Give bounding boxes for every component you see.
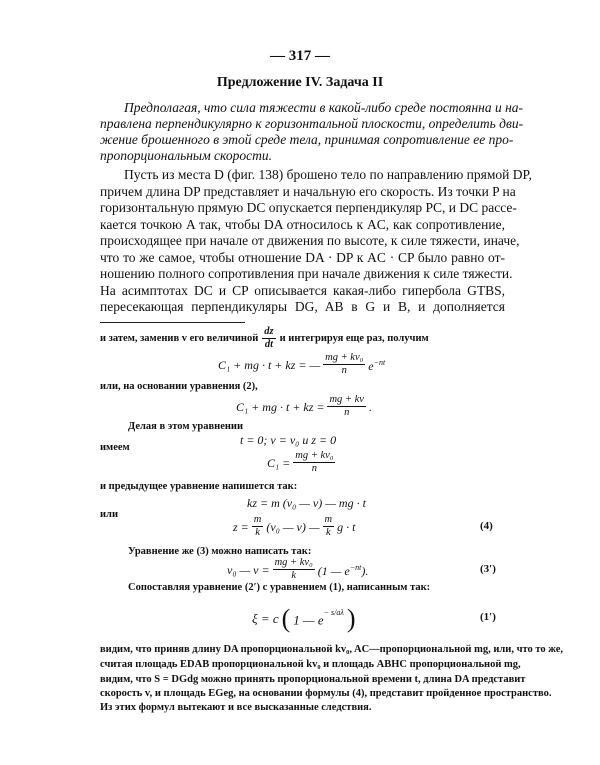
statement-line: жение брошенного в этой среде тела, принимая сопротивление ее про- bbox=[100, 132, 514, 147]
body-line: кается точкою A так, чтобы DA относилось к AC, как сопротивление, bbox=[100, 217, 505, 232]
equation-number: (3′) bbox=[480, 563, 496, 575]
numerator: mg + kv₀ bbox=[295, 450, 334, 461]
body-line: Пусть из места D (фиг. 138) брошено тело по направлению прямой DP, bbox=[124, 167, 532, 182]
footnote-text: Уравнение же (3) можно написать так: bbox=[128, 546, 312, 557]
equation-c1 bbox=[267, 450, 335, 475]
equation-number: (1′) bbox=[480, 611, 496, 623]
fraction bbox=[293, 450, 335, 475]
fraction bbox=[327, 394, 366, 419]
numerator: m bbox=[253, 514, 262, 525]
footnote-final-line: считая площадь EDAB пропорциональной kv₀ и площадь ABHC пропорциональной mg, bbox=[100, 659, 521, 670]
numerator: dz bbox=[264, 326, 274, 337]
footnote-final-line: скорость v, и площадь EGeg, на основании формулы (4), представит пройденное пространство. bbox=[100, 688, 552, 699]
equation-integrated bbox=[218, 352, 385, 377]
denominator: n bbox=[344, 407, 350, 418]
equation-3-prime bbox=[227, 557, 368, 582]
dz-dt-fraction bbox=[262, 326, 275, 351]
fraction bbox=[252, 514, 264, 539]
eq-left: C₁ = bbox=[267, 455, 291, 470]
footnote-separator bbox=[100, 322, 245, 323]
equation-number: (4) bbox=[480, 520, 493, 532]
footnote-final-line: Из этих формул вытекают и все высказанные следствия. bbox=[100, 702, 372, 713]
body-line: ношению полного сопротивления при начале движения к силе тяжести. bbox=[100, 266, 513, 281]
equation-4 bbox=[233, 514, 355, 539]
eq-middle: (v₀ — v) — bbox=[266, 519, 320, 534]
statement-line: правлена перпендикулярно к горизонтальной плоскости, определить дви- bbox=[100, 116, 524, 131]
eq-body: 1 — $e^{- s/a\lambda}$ bbox=[293, 608, 344, 628]
footnote-text: или, на основании уравнения (2), bbox=[100, 381, 258, 392]
footnote-text: Сопоставляя уравнение (2′) с уравнением (1), написанным так: bbox=[128, 582, 431, 593]
numerator: m bbox=[324, 514, 333, 525]
right-paren: ) bbox=[346, 603, 356, 633]
numerator: mg + kv₀ bbox=[325, 352, 364, 363]
eq-right: $e^{-nt}$ bbox=[368, 358, 386, 373]
denominator: k bbox=[291, 570, 296, 581]
eq-left: C₁ + mg · t + kz = — bbox=[218, 357, 321, 372]
fraction bbox=[323, 352, 365, 377]
body-line: причем длина DP представляет и начальную его скорость. Из точки P на bbox=[100, 184, 516, 199]
section-heading: Предложение IV. Задача II bbox=[216, 75, 384, 90]
left-paren: ( bbox=[281, 603, 291, 633]
denominator: k bbox=[325, 527, 331, 538]
equation-2: C₁ + mg · t + kz = $\frac{mg + kv}{n}$ . bbox=[236, 394, 372, 418]
statement-line: пропорциональным скорости. bbox=[100, 148, 272, 163]
body-line: происходящее при начале от движения по высоте, к силе тяжести, иначе, bbox=[100, 233, 520, 248]
denominator: n bbox=[311, 463, 317, 474]
page-number: — 317 — bbox=[270, 48, 330, 64]
fraction bbox=[273, 557, 315, 582]
footnote-final-line: видим, что приняв длину DA пропорциональной kv₀, AC—пропорциональной mg, или, что то же, bbox=[100, 644, 564, 655]
intro-text: и интегрируя еще раз, получим bbox=[279, 333, 429, 344]
eq-right: g · t bbox=[337, 519, 356, 534]
intro-text: и затем, заменив v его величиной bbox=[100, 333, 259, 344]
eq-right: (1 — $e^{-nt}$). bbox=[317, 563, 369, 578]
eq-left: z = bbox=[233, 519, 249, 534]
denominator: k bbox=[255, 527, 260, 538]
fraction bbox=[323, 514, 335, 539]
numerator: mg + kv₀ bbox=[274, 557, 313, 568]
equation-kz: kz = m (v₀ — v) — mg · t bbox=[247, 496, 366, 510]
eq-left: C₁ + mg · t + kz = bbox=[236, 399, 325, 414]
eq-left: ξ = c bbox=[252, 610, 279, 626]
footnote-text: или bbox=[100, 509, 118, 520]
eq-left: v₀ — v = bbox=[227, 562, 270, 577]
equation-1-prime bbox=[252, 602, 356, 635]
footnote-text: имеем bbox=[100, 442, 130, 453]
body-line: На асимптотах DC и CP описывается какая-либо гипербола GTBS, bbox=[100, 283, 505, 298]
body-line: что то же самое, чтобы отношение DA · DP к AC · CP было равно от- bbox=[100, 250, 505, 265]
footnote-text: Делая в этом уравнении bbox=[128, 421, 244, 432]
numerator: mg + kv bbox=[329, 394, 364, 405]
statement-line: Предполагая, что сила тяжести в какой-либо среде постоянна и на- bbox=[124, 100, 524, 115]
footnote-text: и предыдущее уравнение напишется так: bbox=[100, 481, 298, 492]
body-line: горизонтальную прямую DC опускается перпендикуляр PC, и DC рассе- bbox=[100, 200, 517, 215]
initial-conditions: t = 0; v = v₀ и z = 0 bbox=[240, 433, 337, 447]
body-line: пересекающая перпендикуляры DG, AB в G и B, и дополняется bbox=[100, 299, 505, 314]
denominator: dt bbox=[264, 339, 274, 350]
footnote-final-line: видим, что S = DGdg можно принять пропорциональной времени t, длина DA представит bbox=[100, 674, 526, 685]
footnote-intro bbox=[100, 326, 429, 351]
denominator: n bbox=[341, 365, 347, 376]
